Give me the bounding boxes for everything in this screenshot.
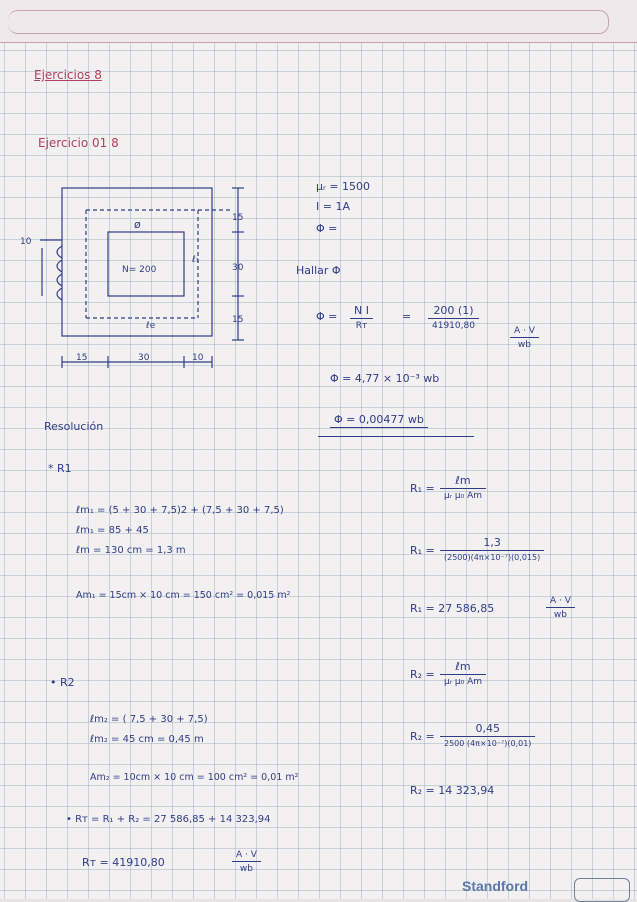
dimension-middle: 30 <box>232 263 244 273</box>
r1-formula-left: R₁ = <box>410 482 435 495</box>
total-unit-numerator: A · V <box>236 850 257 860</box>
r2-line-3: Am₂ = 10cm × 10 cm = 100 cm² = 0,01 m² <box>90 772 299 783</box>
flux-unit-fraction <box>510 326 539 350</box>
resolution-heading: Resolución <box>44 420 104 433</box>
flux-final-result: Φ = 0,00477 wb <box>330 412 428 428</box>
r2-formula-denominator: μᵣ μ₀ Am <box>440 674 486 687</box>
result-underline <box>318 436 474 437</box>
find-statement: Hallar Φ <box>296 264 341 277</box>
given-permeability: μᵣ = 1500 <box>316 180 371 193</box>
r2-substitution-denominator: 2500 (4π×10⁻⁷)(0,01) <box>440 736 535 748</box>
reluctance-1-label: ℓ₁ <box>192 255 200 265</box>
flux-equation-left: Φ = <box>316 310 338 323</box>
coil-windings <box>57 246 62 300</box>
flux-symbol: ø <box>134 218 141 231</box>
r1-unit-numerator: A · V <box>550 596 571 606</box>
r1-substitution-fraction <box>440 536 544 562</box>
flux-unit-numerator: A · V <box>514 326 535 336</box>
r1-formula-denominator: μᵣ μ₀ Am <box>440 488 486 501</box>
r1-unit-fraction <box>546 596 575 620</box>
page-title: Ejercicios 8 <box>34 68 102 82</box>
r1-formula-numerator: ℓm <box>455 474 471 487</box>
top-band <box>0 0 637 43</box>
r2-substitution-fraction <box>440 722 535 748</box>
dimension-top: 15 <box>232 213 244 223</box>
r2-heading: • R2 <box>50 676 75 689</box>
r2-substitution-left: R₂ = <box>410 730 435 743</box>
r2-result: R₂ = 14 323,94 <box>410 784 495 797</box>
dimension-bottom: 15 <box>232 315 244 325</box>
r1-line-1: ℓm₁ = (5 + 30 + 7,5)2 + (7,5 + 30 + 7,5) <box>76 505 284 516</box>
r2-substitution-numerator: 0,45 <box>475 722 500 735</box>
r1-substitution-numerator: 1,3 <box>483 536 501 549</box>
total-reluctance-sum: • Rᴛ = R₁ + R₂ = 27 586,85 + 14 323,94 <box>66 814 271 825</box>
flux-numeric-denominator: 41910,80 <box>428 318 479 331</box>
r1-line-4: Am₁ = 15cm × 10 cm = 150 cm² = 0,015 m² <box>76 590 291 601</box>
flux-unit-denominator: wb <box>510 337 539 350</box>
r1-line-2: ℓm₁ = 85 + 45 <box>76 525 149 536</box>
r2-formula-numerator: ℓm <box>455 660 471 673</box>
given-current: I = 1A <box>316 200 350 213</box>
core-window-outline <box>108 232 184 296</box>
exercise-subtitle: Ejercicio 01 8 <box>38 136 119 150</box>
r2-line-2: ℓm₂ = 45 cm = 0,45 m <box>90 734 204 745</box>
bottom-dimension-1: 15 <box>76 353 88 363</box>
corner-box <box>574 878 630 902</box>
flux-equals: = <box>402 310 412 323</box>
total-unit-fraction <box>232 850 261 874</box>
r2-formula-fraction <box>440 660 486 687</box>
flux-scientific-result: Φ = 4,77 × 10⁻³ wb <box>330 372 440 385</box>
flux-denominator: Rᴛ <box>350 318 373 331</box>
bottom-dimension-3: 10 <box>192 353 204 363</box>
flux-fraction-numeric <box>428 304 479 331</box>
r1-line-3: ℓm = 130 cm = 1,3 m <box>76 545 186 556</box>
reluctance-e-label: ℓe <box>146 321 156 331</box>
total-reluctance-result: Rᴛ = 41910,80 <box>82 856 165 869</box>
r1-heading: * R1 <box>48 462 72 475</box>
page-fold-line <box>8 10 609 34</box>
flux-fraction-symbolic <box>350 304 373 331</box>
total-unit-denominator: wb <box>232 861 261 874</box>
bottom-dimension-2: 30 <box>138 353 150 363</box>
magnetic-core-diagram <box>0 170 260 380</box>
r1-substitution-denominator: (2500)(4π×10⁻⁷)(0,015) <box>440 550 544 562</box>
left-dimension-label: 10 <box>20 237 32 247</box>
r1-unit-denominator: wb <box>546 607 575 620</box>
r1-substitution-left: R₁ = <box>410 544 435 557</box>
r2-formula-left: R₂ = <box>410 668 435 681</box>
r1-result: R₁ = 27 586,85 <box>410 602 495 615</box>
r1-formula-fraction <box>440 474 486 501</box>
given-flux: Φ = <box>316 222 338 235</box>
turns-label: N= 200 <box>122 265 157 275</box>
r2-line-1: ℓm₂ = ( 7,5 + 30 + 7,5) <box>90 714 208 725</box>
brand-logo: Standford <box>462 878 529 894</box>
flux-numeric-numerator: 200 (1) <box>433 304 474 317</box>
flux-numerator: N I <box>354 304 369 317</box>
